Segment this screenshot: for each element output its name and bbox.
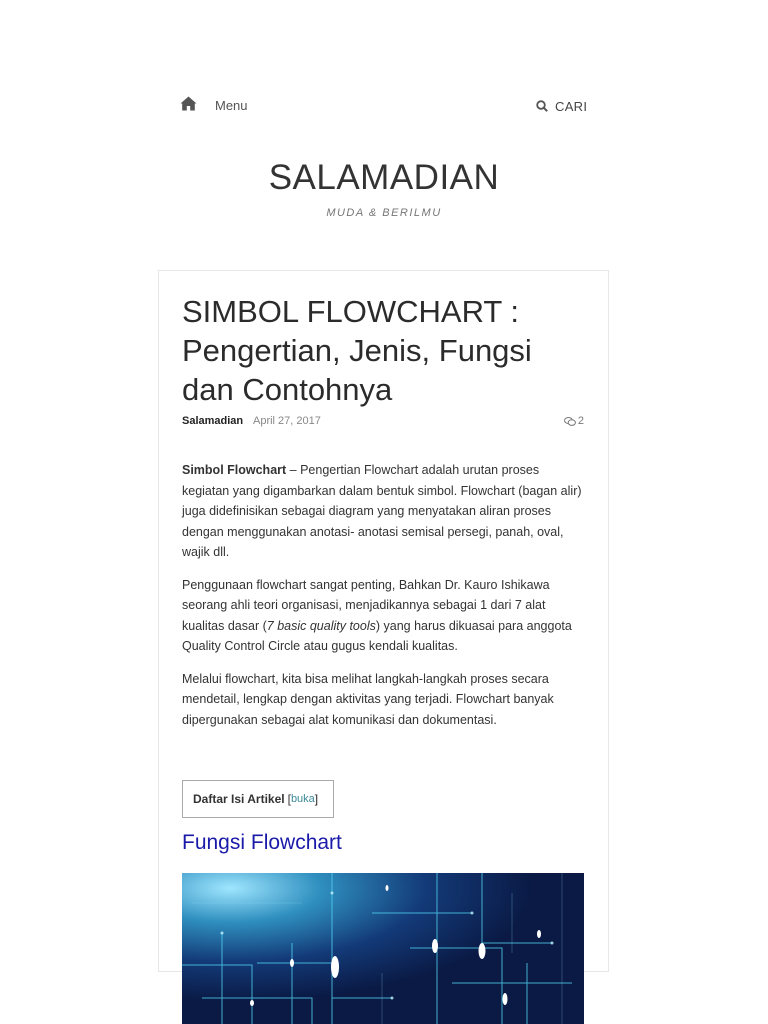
- paragraph-2-text-a: Penggunaan flowchart sangat penting, Bahkan Dr. Kauro Ishikawa seorang ahli teori organisasi, menjadikannya sebagai 1 dari 7 alat kualitas dasar (: [182, 577, 550, 633]
- site-title[interactable]: SALAMADIAN: [268, 158, 500, 197]
- site-tagline: MUDA & BERILMU: [326, 207, 442, 219]
- post-content: [182, 460, 587, 742]
- comment-count-link[interactable]: [564, 415, 584, 427]
- paragraph-1: [182, 460, 587, 563]
- post-meta: [182, 415, 584, 431]
- top-navigation: [0, 0, 768, 140]
- search-button[interactable]: [536, 97, 587, 115]
- article-hero-image: [182, 873, 584, 1024]
- comment-count: 2: [577, 415, 584, 427]
- paragraph-2: [182, 575, 587, 657]
- search-icon: [536, 100, 548, 112]
- toc-title: Daftar Isi Artikel: [193, 792, 285, 806]
- post-author[interactable]: Salamadian: [182, 415, 244, 427]
- italic-term: 7 basic quality tools: [266, 618, 376, 633]
- comments-icon: [564, 417, 576, 426]
- bold-term: Simbol Flowchart: [182, 463, 287, 477]
- search-label: CARI: [555, 98, 588, 114]
- menu-button[interactable]: Menu: [215, 98, 248, 113]
- paragraph-1-text: – Pengertian Flowchart adalah urutan proses kegiatan yang digambarkan dalam bentuk simbol. Flowchart (bagan alir) juga didefinisikan sebagai diagram yang menyatakan aliran proses dengan menggunakan anotasi- anotasi semisal persegi, panah, oval, wajik dll.: [182, 463, 582, 559]
- circuit-graphic: [182, 873, 584, 1024]
- paragraph-3: Melalui flowchart, kita bisa melihat langkah-langkah proses secara mendetail, lengkap dengan aktivitas yang terjadi. Flowchart banyak dipergunakan sebagai alat komunikasi dan dokumentasi.: [182, 671, 554, 727]
- toc-bracket-open: [: [287, 792, 291, 806]
- post-title: SIMBOL FLOWCHART : Pengertian, Jenis, Fungsi dan Contohnya: [182, 294, 532, 407]
- toc-toggle-link[interactable]: buka: [290, 793, 315, 805]
- home-icon[interactable]: [180, 96, 197, 111]
- table-of-contents: [182, 780, 334, 818]
- post-date[interactable]: April 27, 2017: [253, 415, 321, 427]
- section-heading: Fungsi Flowchart: [182, 831, 342, 854]
- toc-bracket-close: ]: [314, 792, 319, 806]
- paragraph-2-text-b: ) yang harus dikuasai para anggota Quality Control Circle atau gugus kendali kualitas.: [182, 618, 572, 653]
